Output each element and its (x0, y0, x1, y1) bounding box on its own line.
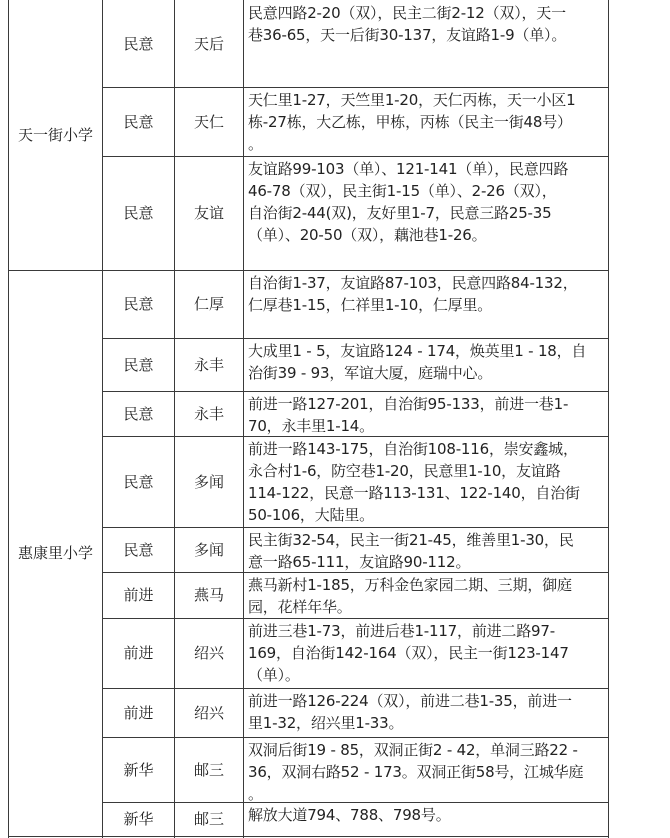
community-cell: 友谊 (193, 204, 224, 222)
district-cell: 前进 (123, 644, 154, 662)
district-cell: 新华 (123, 810, 154, 828)
district-cell: 前进 (123, 586, 154, 604)
address-cell: 大成里1 - 5，友谊路124 - 174，焕英里1 - 18，自 治街39 - 93，军谊大厦，庭瑞中心。 (248, 342, 587, 382)
district-cell: 民意 (123, 404, 154, 423)
district-cell: 民意 (123, 540, 154, 559)
address-cell: 解放大道794、788、798号。 (248, 806, 451, 824)
district-cell: 民意 (123, 34, 154, 53)
district-cell: 民意 (123, 112, 154, 131)
address-cell: 民意四路2-20（双），民主二街2-12（双），天一 巷36-65，天一后街30-137，友谊路1-9（单）。 (248, 4, 567, 44)
district-cell: 民意 (123, 355, 154, 374)
community-cell: 绍兴 (193, 644, 224, 662)
community-cell: 邮三 (193, 760, 224, 779)
community-cell: 天后 (193, 34, 224, 53)
address-cell: 前进一路143-175，自治街108-116，崇安鑫城， 永合村1-6，防空巷1-20，民意里1-10，友谊路 114-122，民意一路113-131、122-140，自治街 50-106，大陆里。 (248, 440, 580, 524)
address-cell: 前进一路126-224（双），前进二巷1-35，前进一 里1-32，绍兴里1-33。 (248, 692, 572, 732)
address-cell: 前进三巷1-73，前进后巷1-117，前进二路97- 169，自治街142-164（双），民主一街123-147 （单）。 (248, 622, 569, 684)
community-cell: 天仁 (193, 112, 224, 131)
district-cell: 民意 (123, 472, 154, 491)
address-cell: 燕马新村1-185，万科金色家园二期、三期，御庭 园，花样年华。 (248, 576, 572, 616)
district-cell: 前进 (123, 703, 154, 722)
address-cell: 民主街32-54，民主一街21-45，维善里1-30，民 意一路65-111，友谊路90-112。 (248, 531, 574, 571)
school-name: 天一街小学 (17, 126, 93, 144)
grid-vline-4 (608, 0, 609, 838)
address-cell: 前进一路127-201，自治街95-133，前进一巷1- 70，永丰里1-14。 (248, 395, 569, 435)
address-cell: 自治街1-37，友谊路87-103，民意四路84-132， 仁厚巷1-15，仁祥里1-10，仁厚里。 (248, 274, 578, 314)
district-cell: 新华 (123, 760, 154, 779)
grid-vline-3 (243, 0, 244, 838)
address-cell: 天仁里1-27，天竺里1-20，天仁丙栋，天一小区1 栋-27栋，大乙栋，甲栋，丙栋（民主一街48号） 。 (248, 91, 576, 153)
district-cell: 民意 (123, 204, 154, 222)
address-cell: 友谊路99-103（单）、121-141（单），民意四路 46-78（双），民主街1-15（单）、2-26（双）， 自治街2-44(双)，友好里1-7，民意三路25-35 （单）、20-50（双），藕池巷1-26。 (248, 160, 569, 244)
grid-hline-bottom (8, 836, 609, 837)
community-cell: 绍兴 (193, 703, 224, 722)
address-cell: 双洞后街19 - 85，双洞正街2 - 42，单洞三路22 - 36，双洞右路52 - 173。双洞正街58号，江城华庭 。 (248, 741, 584, 803)
community-cell: 仁厚 (193, 295, 224, 313)
district-cell: 民意 (123, 295, 154, 313)
community-cell: 多闻 (193, 540, 224, 559)
community-cell: 多闻 (193, 472, 224, 491)
community-cell: 邮三 (193, 810, 224, 828)
community-cell: 永丰 (193, 404, 224, 423)
community-cell: 永丰 (193, 355, 224, 374)
school-name: 惠康里小学 (17, 544, 93, 562)
community-cell: 燕马 (193, 586, 224, 604)
